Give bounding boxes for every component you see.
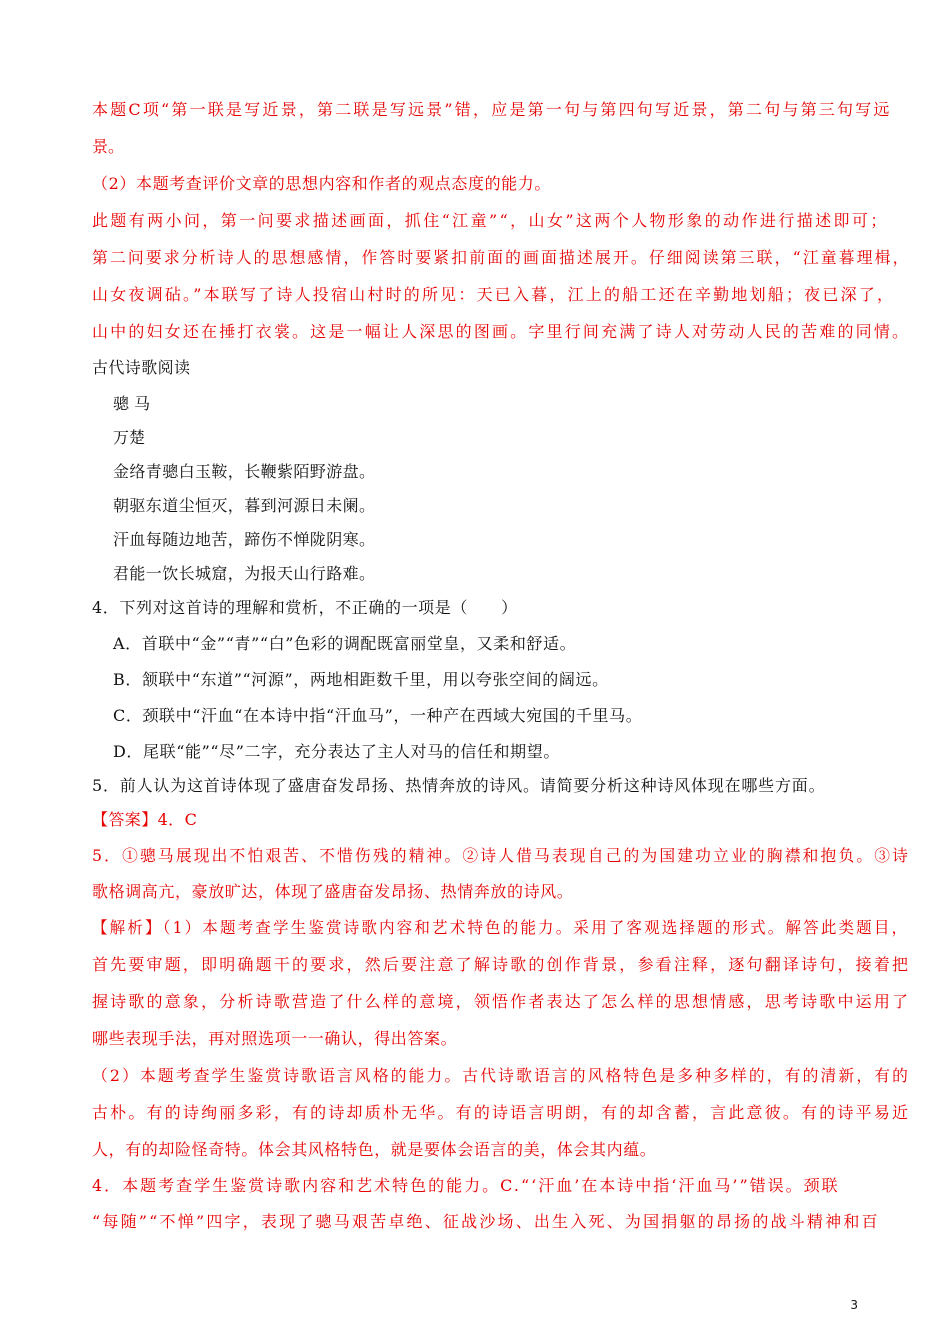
text-line: 人，有的却险怪奇特。体会其风格特色，就是要体会语言的美，体会其内蕴。 — [92, 1140, 657, 1159]
text-line: 山女夜调砧。”本联写了诗人投宿山村时的所见：天已入暮，江上的船工还在辛勤地划船；夜已深了， — [92, 285, 896, 304]
text-line: 首先要审题，即明确题干的要求，然后要注意了解诗歌的创作背景，参看注释，逐句翻译诗句，接着把 — [92, 955, 911, 974]
text-line: 汗血每随边地苦，蹄伤不惮陇阴寒。 — [113, 530, 376, 549]
text-line: 万楚 — [113, 428, 146, 447]
text-line: 哪些表现手法，再对照选项一一确认，得出答案。 — [92, 1029, 458, 1048]
page-number: 3 — [850, 1298, 858, 1312]
text-line: “每随”“不惮”四字，表现了骢马艰苦卓绝、征战沙场、出生入死、为国捐躯的昂扬的战斗精神和百 — [92, 1212, 880, 1231]
text-line: 5．前人认为这首诗体现了盛唐奋发昂扬、热情奔放的诗风。请简要分析这种诗风体现在哪些方面。 — [92, 776, 826, 795]
text-line: 骢 马 — [113, 394, 151, 413]
text-line: 朝驱东道尘恒灭，暮到河源日未阑。 — [113, 496, 376, 515]
text-line: （2）本题考查学生鉴赏诗歌语言风格的能力。古代诗歌语言的风格特色是多种多样的，有的清新，有的 — [92, 1066, 911, 1085]
text-line: D．尾联“能”“尽”二字，充分表达了主人对马的信任和期望。 — [113, 742, 560, 761]
text-line: （2）本题考查评价文章的思想内容和作者的观点态度的能力。 — [92, 174, 551, 193]
text-line: 景。 — [92, 137, 125, 156]
text-line: 本题C项“第一联是写近景，第二联是写远景”错，应是第一句与第四句写近景，第二句与第三句写远 — [92, 100, 892, 119]
text-line: A．首联中“金”“青”“白”色彩的调配既富丽堂皇，又柔和舒适。 — [113, 634, 577, 653]
text-line: 【解析】（1）本题考查学生鉴赏诗歌内容和艺术特色的能力。采用了客观选择题的形式。解答此类题目， — [92, 918, 910, 937]
text-line: 金络青骢白玉鞍，长鞭紫陌野游盘。 — [113, 462, 376, 481]
text-line: 【答案】4．C — [92, 810, 198, 829]
text-line: B．颔联中“东道”“河源”，两地相距数千里，用以夸张空间的阔远。 — [113, 670, 609, 689]
text-line: 5．①骢马展现出不怕艰苦、不惜伤残的精神。②诗人借马表现自己的为国建功立业的胸襟和抱负。③诗 — [92, 846, 911, 865]
text-line: 君能一饮长城窟，为报天山行路难。 — [113, 564, 376, 583]
text-line: 山中的妇女还在捶打衣裳。这是一幅让人深思的图画。字里行间充满了诗人对劳动人民的苦难的同情。 — [92, 322, 911, 341]
text-line: 4．本题考查学生鉴赏诗歌内容和艺术特色的能力。C.“‘汗血’在本诗中指‘汗血马’”错误。颈联 — [92, 1176, 840, 1195]
text-line: 此题有两小问，第一问要求描述画面，抓住“江童”“，山女”这两个人物形象的动作进行描述即可； — [92, 211, 889, 230]
text-line: 握诗歌的意象，分析诗歌营造了什么样的意境，领悟作者表达了怎么样的思想情感，思考诗歌中运用了 — [92, 992, 911, 1011]
text-line: 第二问要求分析诗人的思想感情，作答时要紧扣前面的画面描述展开。仔细阅读第三联，“江童暮理楫， — [92, 248, 911, 267]
text-line: 古朴。有的诗绚丽多彩，有的诗却质朴无华。有的诗语言明朗，有的却含蓄，言此意彼。有的诗平易近 — [92, 1103, 911, 1122]
text-line: C．颈联中“汗血“在本诗中指“汗血马”，一种产在西域大宛国的千里马。 — [113, 706, 643, 725]
text-line: 歌格调高亢，豪放旷达，体现了盛唐奋发昂扬、热情奔放的诗风。 — [92, 882, 574, 901]
text-line: 4．下列对这首诗的理解和赏析，不正确的一项是（ ） — [92, 598, 518, 617]
text-line: 古代诗歌阅读 — [92, 358, 191, 377]
